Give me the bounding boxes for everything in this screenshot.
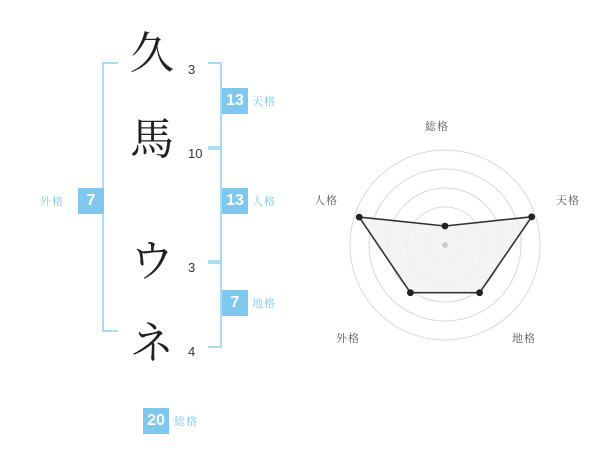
name-character-3: ウ bbox=[130, 236, 174, 287]
radar-axis-label-soukaku: 総格 bbox=[425, 120, 449, 133]
chikaku-label: 地格 bbox=[252, 297, 276, 310]
radar-axis-label-jinkaku: 人格 bbox=[314, 194, 338, 207]
jinkaku-label: 人格 bbox=[252, 195, 276, 208]
jinkaku-value-badge: 13 bbox=[222, 188, 248, 214]
name-character-1: 久 bbox=[130, 28, 174, 79]
radar-chart bbox=[300, 0, 600, 470]
tenkaku-label: 天格 bbox=[252, 95, 276, 108]
tenkaku-bracket bbox=[208, 62, 222, 150]
radar-axis-label-chikaku: 地格 bbox=[512, 332, 536, 345]
soukaku-label: 総格 bbox=[174, 415, 198, 428]
radar-chart-panel bbox=[300, 0, 600, 470]
chikaku-value-badge: 7 bbox=[222, 290, 248, 316]
tenkaku-value-badge: 13 bbox=[222, 88, 248, 114]
chikaku-bracket bbox=[208, 260, 222, 348]
gaikaku-value-badge: 7 bbox=[78, 188, 104, 214]
soukaku-value-badge: 20 bbox=[143, 408, 169, 434]
name-character-4: ネ bbox=[130, 318, 174, 369]
jinkaku-bracket bbox=[208, 146, 222, 264]
gaikaku-label: 外格 bbox=[40, 195, 64, 208]
stroke-count-4: 4 bbox=[188, 344, 196, 359]
radar-axis-label-gaikaku: 外格 bbox=[336, 332, 360, 345]
name-character-2: 馬 bbox=[130, 114, 174, 165]
stroke-count-3: 3 bbox=[188, 260, 196, 275]
stroke-count-2: 10 bbox=[188, 146, 203, 161]
stroke-count-1: 3 bbox=[188, 62, 196, 77]
name-strokes-panel bbox=[0, 0, 300, 470]
gaikaku-bracket bbox=[102, 62, 118, 332]
radar-axis-label-tenkaku: 天格 bbox=[556, 194, 580, 207]
